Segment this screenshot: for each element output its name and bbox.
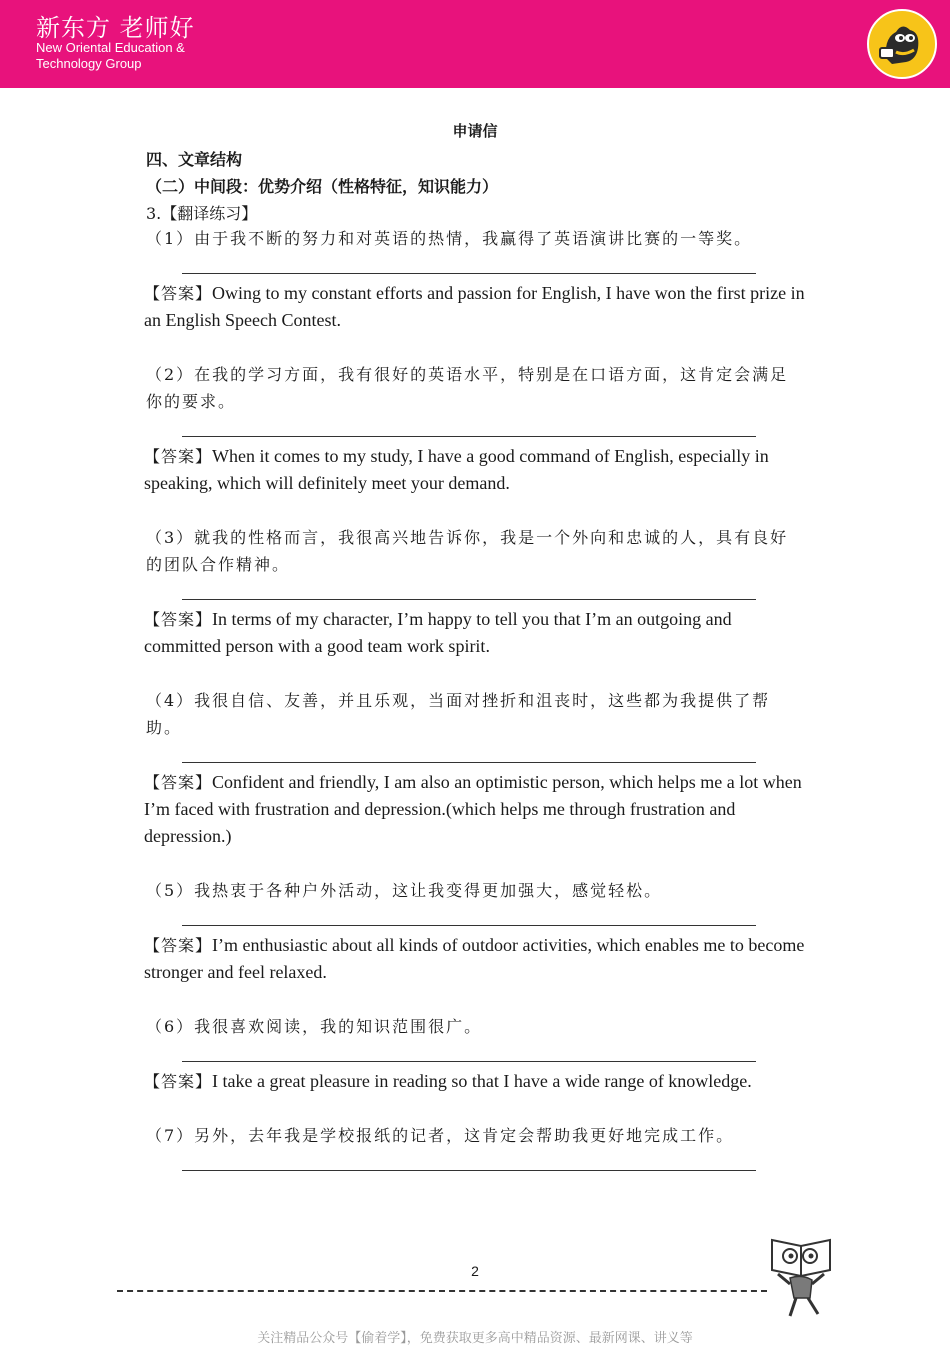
- question-4: （4）我很自信、友善，并且乐观，当面对挫折和沮丧时，这些都为我提供了帮助。: [146, 691, 771, 737]
- footer-note: 关注精品公众号【偷着学】，免费获取更多高中精品资源、最新网课、讲义等: [257, 1331, 693, 1346]
- question-1: （1）由于我不断的努力和对英语的热情，我赢得了英语演讲比赛的一等奖。: [146, 229, 753, 248]
- answer-tag: 【答案】: [144, 610, 213, 629]
- answer-tag: 【答案】: [144, 1072, 213, 1091]
- reading-mascot-icon: [766, 1234, 836, 1320]
- answer-6: [144, 1068, 810, 1095]
- answer-2: [144, 443, 810, 497]
- answer-blank-4: [182, 762, 756, 763]
- section-heading: 四、文章结构: [146, 150, 243, 169]
- answer-blank-7: [182, 1170, 756, 1171]
- footer-divider: [117, 1290, 767, 1292]
- answer-text-2: When it comes to my study, I have a good command of English, especially in speaking, which will definitely meet your demand.: [144, 446, 769, 493]
- answer-tag: 【答案】: [144, 284, 213, 303]
- answer-3: [144, 606, 810, 660]
- question-5: （5）我热衷于各种户外活动，这让我变得更加强大，感觉轻松。: [146, 881, 663, 900]
- header-banner: [0, 0, 950, 88]
- question-6: （6）我很喜欢阅读，我的知识范围很广。: [146, 1017, 483, 1036]
- question-3: （3）就我的性格而言，我很高兴地告诉你，我是一个外向和忠诚的人，具有良好的团队合作精神。: [146, 528, 789, 574]
- answer-1: [144, 280, 810, 334]
- answer-text-3: In terms of my character, I’m happy to tell you that I’m an outgoing and committed person with a good team work spirit.: [144, 609, 732, 656]
- answer-tag: 【答案】: [144, 447, 213, 466]
- answer-blank-3: [182, 599, 756, 600]
- answer-4: [144, 769, 810, 850]
- brand-name-cn: 新东方 老师好: [36, 14, 195, 42]
- answer-blank-6: [182, 1061, 756, 1062]
- brand-name-en: New Oriental Education & Technology Group: [36, 40, 185, 71]
- mascot-logo-icon: [866, 8, 938, 80]
- question-2: （2）在我的学习方面，我有很好的英语水平，特别是在口语方面，这肯定会满足你的要求。: [146, 365, 789, 411]
- answer-blank-2: [182, 436, 756, 437]
- question-7: （7）另外，去年我是学校报纸的记者，这肯定会帮助我更好地完成工作。: [146, 1126, 735, 1145]
- answer-blank-1: [182, 273, 756, 274]
- answer-text-1: Owing to my constant efforts and passion for English, I have won the first prize in an English Speech Contest.: [144, 283, 805, 330]
- answer-5: [144, 932, 810, 986]
- page-number: 2: [471, 1263, 479, 1279]
- subsection-heading: （二）中间段：优势介绍（性格特征，知识能力）: [146, 177, 499, 196]
- answer-text-6: I take a great pleasure in reading so that I have a wide range of knowledge.: [212, 1071, 752, 1091]
- document-title: 申请信: [452, 122, 498, 140]
- answer-tag: 【答案】: [144, 773, 213, 792]
- exercise-title: 3.【翻译练习】: [146, 204, 258, 223]
- answer-text-4: Confident and friendly, I am also an optimistic person, which helps me a lot when I’m faced with frustration and depression.(which helps me through frustration and depression.): [144, 772, 802, 846]
- answer-tag: 【答案】: [144, 936, 213, 955]
- answer-blank-5: [182, 925, 756, 926]
- answer-text-5: I’m enthusiastic about all kinds of outdoor activities, which enables me to become stronger and feel relaxed.: [144, 935, 805, 982]
